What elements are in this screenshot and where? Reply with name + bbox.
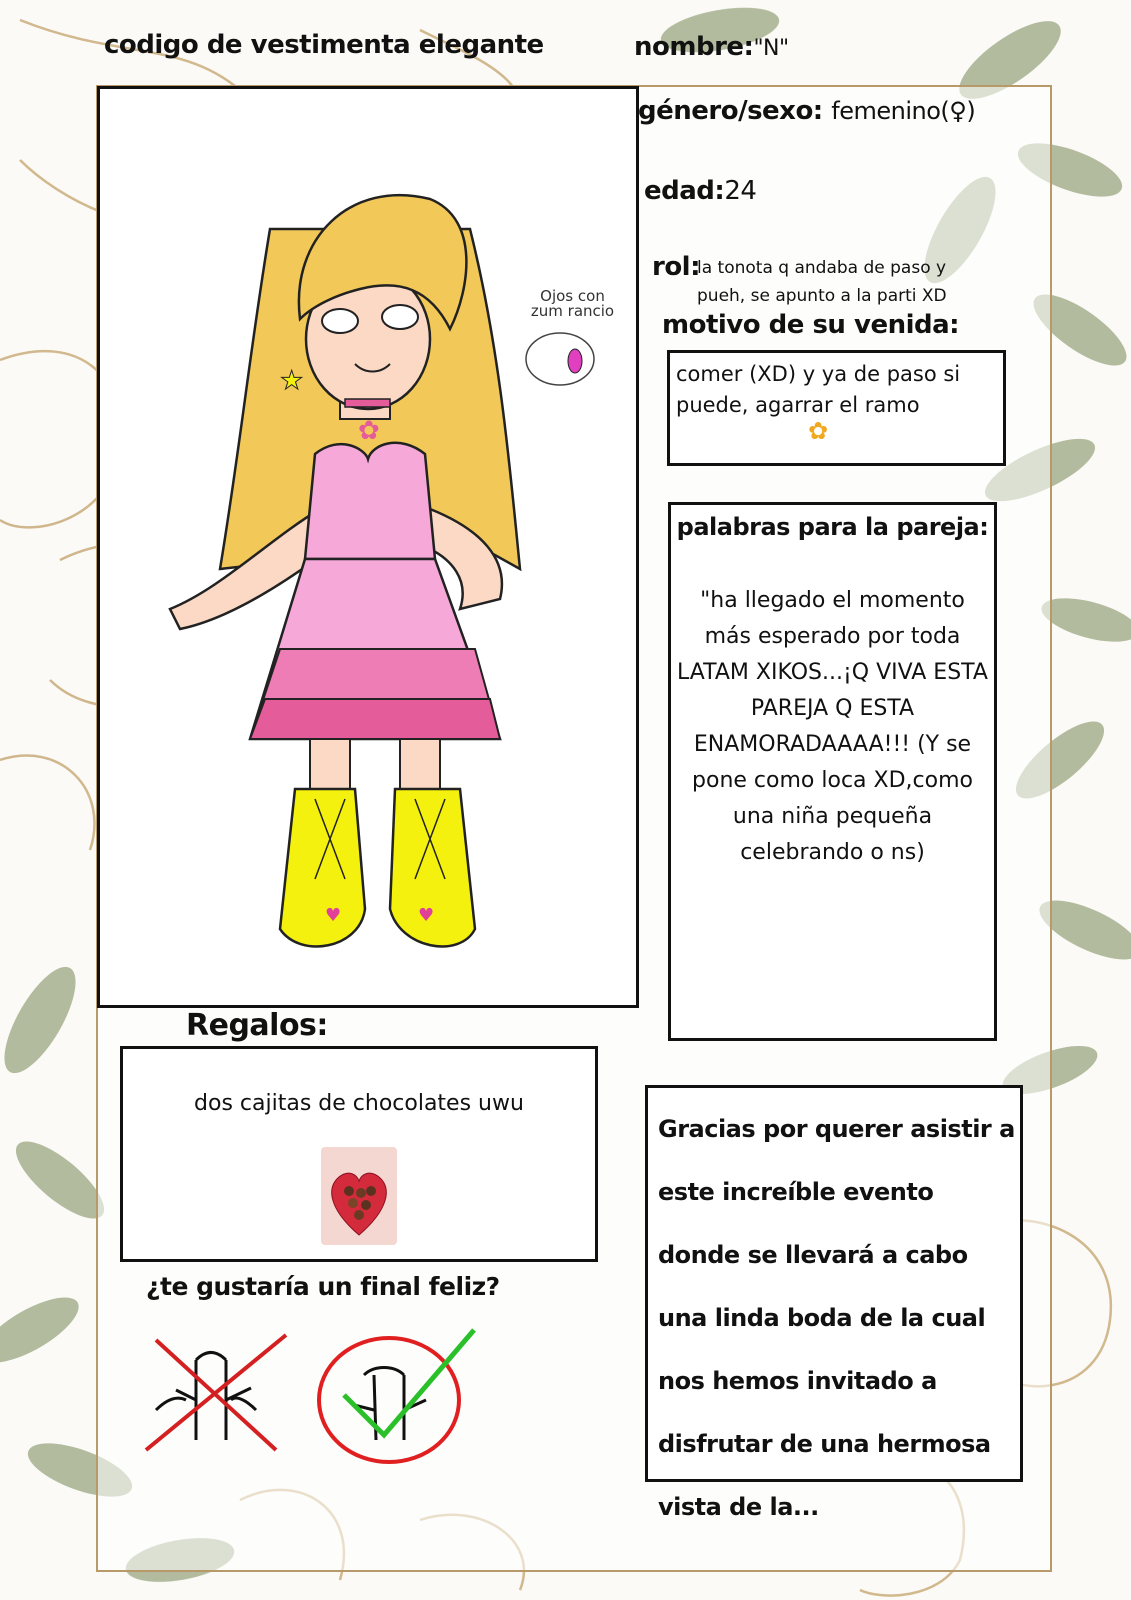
name-field xyxy=(634,32,789,62)
couple-words-message: "ha llegado el momento más esperado por toda LATAM XIKOS...¡Q VIVA ESTA PAREJA Q ESTA ENAMORADAAAA!!! (Y se pone como loca XD,como una niña pequeña celebrando o ns) xyxy=(677,588,988,865)
happy-ending-question: ¿te gustaría un final feliz? xyxy=(146,1272,500,1301)
age-field xyxy=(644,176,756,206)
role-value: la tonota q andaba de paso y pueh, se apunto a la parti XD xyxy=(697,258,947,306)
svg-text:★: ★ xyxy=(280,366,304,396)
gifts-text: dos cajitas de chocolates uwu xyxy=(194,1091,524,1116)
chocolate-box-image xyxy=(321,1147,397,1245)
name-value: "N" xyxy=(753,36,789,61)
name-label: nombre: xyxy=(634,32,754,62)
role-label: rol: xyxy=(652,252,700,282)
svg-text:♥: ♥ xyxy=(325,905,342,926)
reason-value: comer (XD) y ya de paso si puede, agarrar el ramo xyxy=(676,362,961,417)
couple-words-label: palabras para la pareja: xyxy=(676,513,989,541)
thanks-box xyxy=(645,1085,1023,1521)
character-portrait-box xyxy=(97,86,639,1008)
yes-option-checked-figure[interactable] xyxy=(304,1320,494,1470)
eyes-note: Ojos con zum rancio xyxy=(530,287,615,320)
gifts-box xyxy=(120,1046,598,1262)
gender-value: femenino(♀) xyxy=(831,97,976,125)
age-value: 24 xyxy=(724,176,757,206)
no-option-crossed-figure[interactable] xyxy=(136,1330,296,1460)
thanks-text: Gracias por querer asistir a este increíble evento donde se llevará a cabo una linda boda de la cual nos hemos invitado a disfrutar de una hermosa vista de la... xyxy=(658,1115,1015,1521)
age-label: edad: xyxy=(644,176,725,206)
svg-text:♥: ♥ xyxy=(418,905,435,926)
reason-label: motivo de su venida: xyxy=(662,310,960,340)
character-illustration xyxy=(100,89,636,1005)
reason-box xyxy=(667,350,1006,466)
couple-words-box xyxy=(668,502,997,1041)
gender-field xyxy=(638,96,975,126)
dress-code-heading: codigo de vestimenta elegante xyxy=(104,30,544,60)
gender-label: género/sexo: xyxy=(638,96,823,126)
gifts-label: Regalos: xyxy=(186,1008,328,1043)
bouquet-icon: ✿ xyxy=(808,417,829,445)
svg-text:✿: ✿ xyxy=(358,416,380,446)
